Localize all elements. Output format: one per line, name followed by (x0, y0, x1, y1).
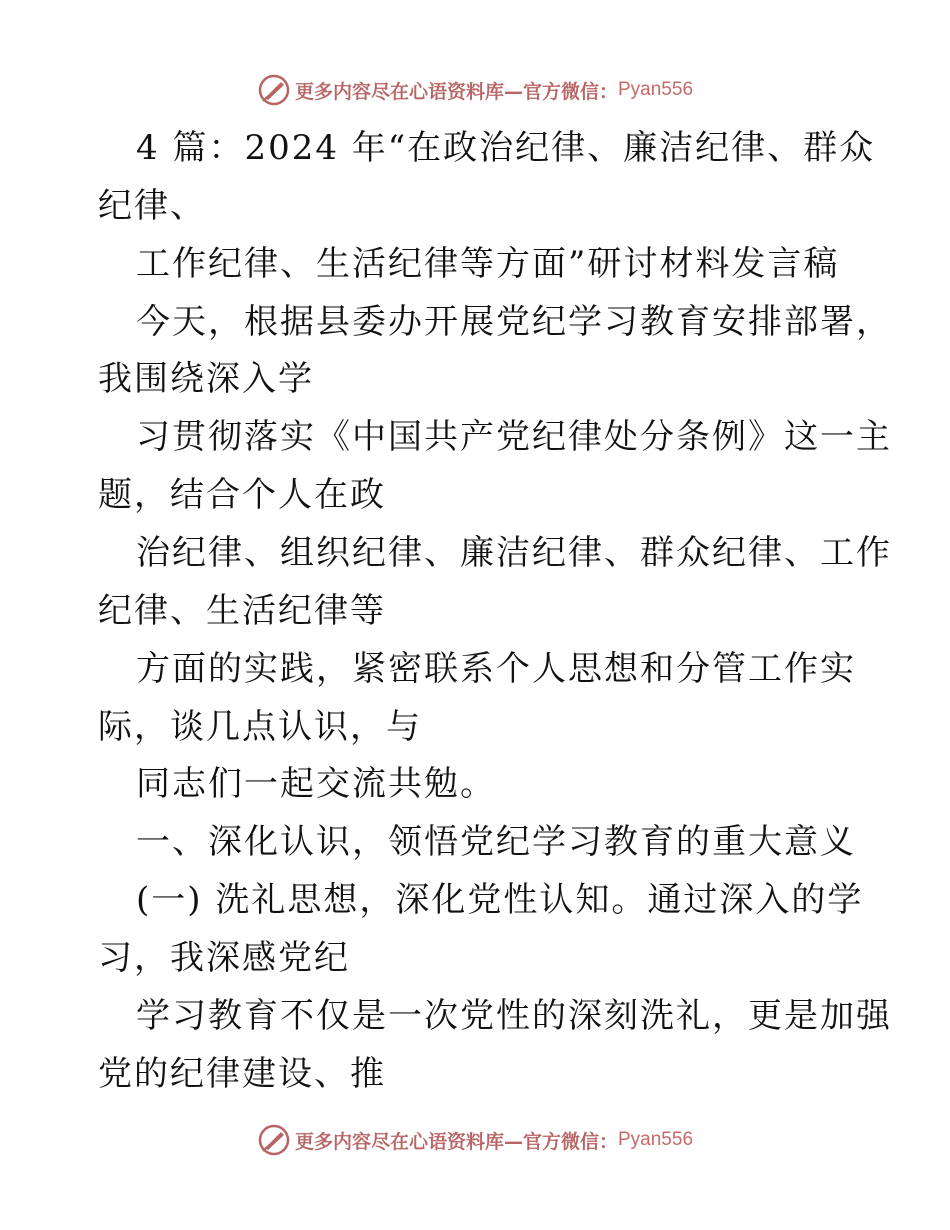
paragraph-line: 题，结合个人在政 (98, 475, 386, 515)
section-heading: 一、深化认识，领悟党纪学习教育的重大意义 (136, 822, 856, 862)
title-line-3: 工作纪律、生活纪律等方面”研讨材料发言稿 (136, 244, 840, 284)
paragraph-line: 学习教育不仅是一次党性的深刻洗礼，更是加强 (136, 996, 892, 1036)
paragraph-line: 今天，根据县委办开展党纪学习教育安排部署， (136, 302, 892, 342)
footer-watermark (0, 1120, 950, 1160)
paragraph-line: 方面的实践，紧密联系个人思想和分管工作实 (136, 649, 856, 689)
paragraph-line: 同志们一起交流共勉。 (136, 764, 496, 804)
watermark-text: 更多内容尽在心语资料库—官方微信： (294, 80, 618, 103)
title-line-1: 4 篇：2024 年“在政治纪律、廉洁纪律、群众 (136, 128, 876, 168)
watermark-handle: Pyan556 (618, 1129, 694, 1150)
watermark-text: 更多内容尽在心语资料库—官方微信： (294, 1130, 618, 1153)
paragraph-line: 际，谈几点认识，与 (98, 707, 422, 747)
paragraph-line: 党的纪律建设、推 (98, 1054, 386, 1094)
paragraph-line: 习贯彻落实《中国共产党纪律处分条例》这一主 (136, 417, 892, 457)
quill-logo-icon (257, 1123, 291, 1157)
title-line-2: 纪律、 (98, 186, 206, 226)
paragraph-line: 纪律、生活纪律等 (98, 591, 386, 631)
paragraph-line: 治纪律、组织纪律、廉洁纪律、群众纪律、工作 (136, 533, 892, 573)
subsection-line: (一) 洗礼思想，深化党性认知。通过深入的学 (136, 880, 864, 920)
watermark-handle: Pyan556 (618, 79, 694, 100)
paragraph-line: 习，我深感党纪 (98, 938, 350, 978)
paragraph-line: 我围绕深入学 (98, 359, 314, 399)
